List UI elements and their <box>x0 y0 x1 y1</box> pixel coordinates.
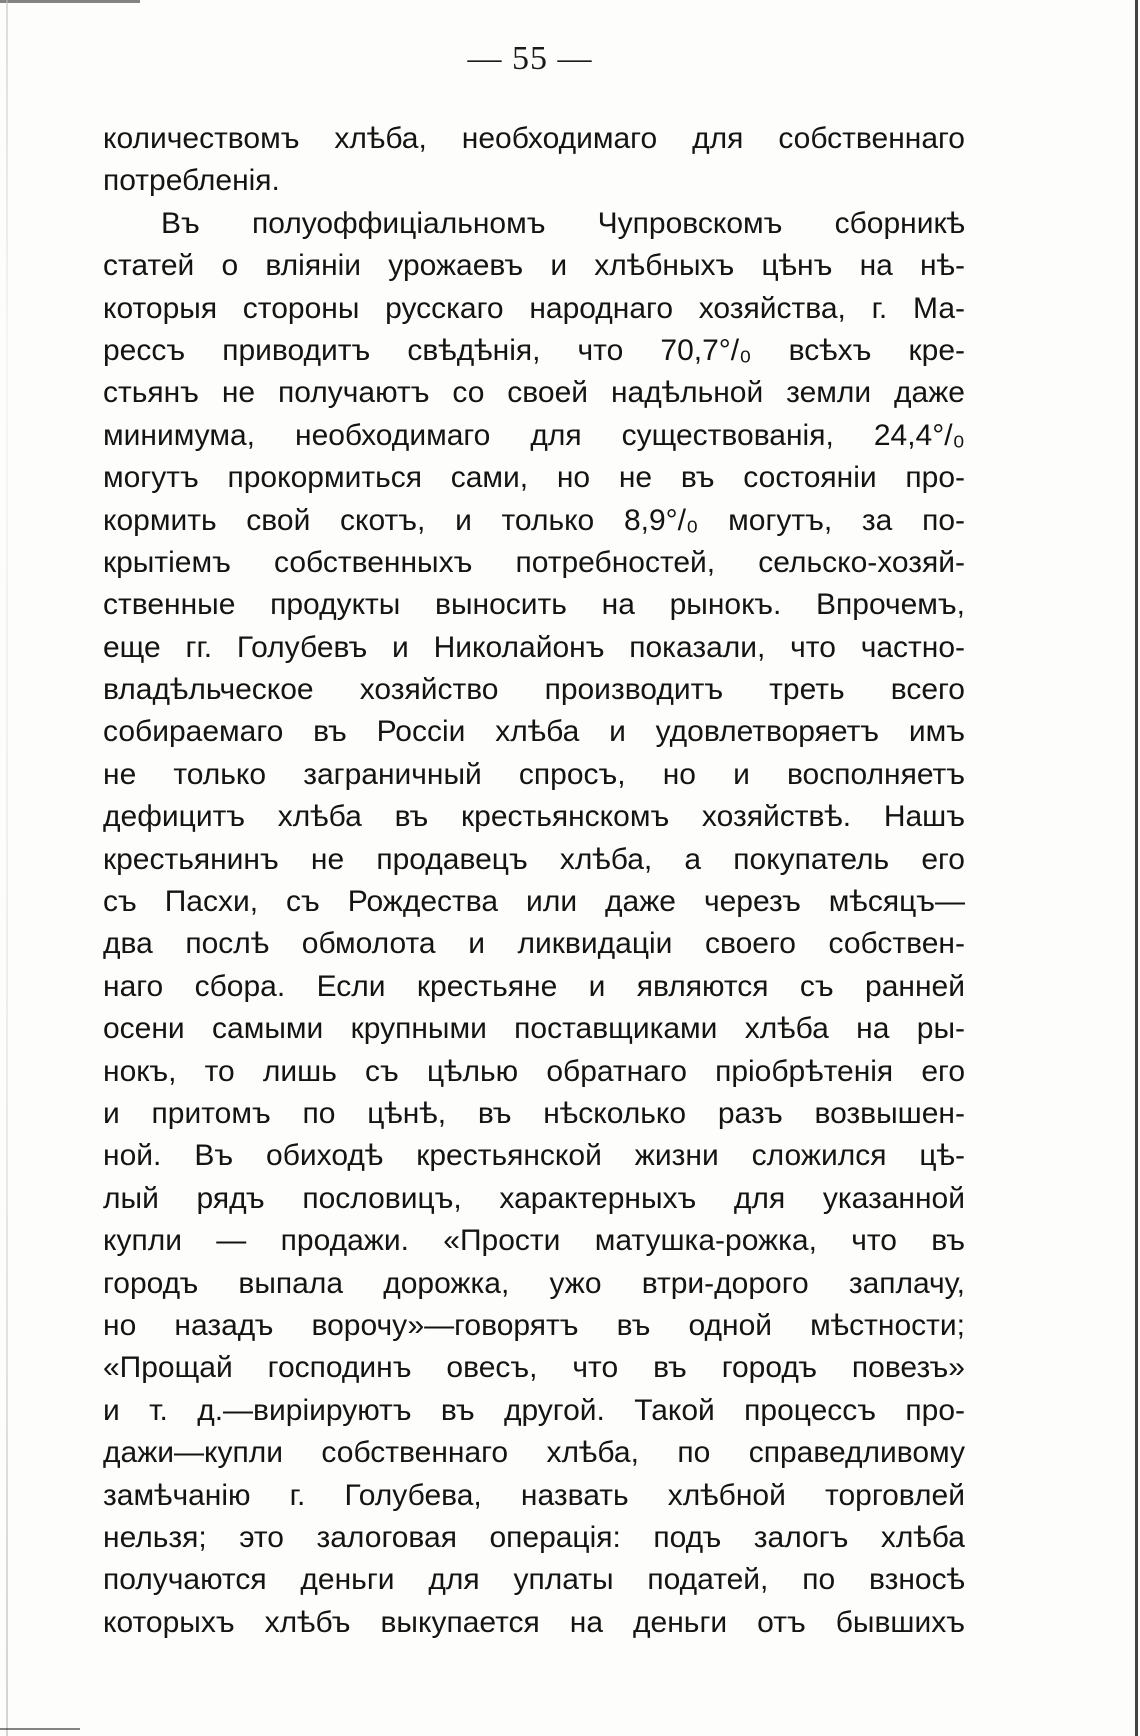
text-line: два послѣ обмолота и ликвидаціи своего собствен- <box>103 927 965 961</box>
text-line: Въ полуоффиціальномъ Чупровскомъ сборникѣ <box>161 206 965 240</box>
text-line: нокъ, то лишь съ цѣлью обратнаго пріобрѣтенія его <box>103 1054 965 1088</box>
text-line: крытіемъ собственныхъ потребностей, сельско-хозяй- <box>103 545 965 579</box>
text-line: осени самыми крупными поставщиками хлѣба на ры- <box>103 1012 965 1046</box>
text-line: дажи—купли собственнаго хлѣба, по справедливому <box>103 1436 965 1470</box>
text-line: могутъ прокормиться сами, но не въ состояніи про- <box>103 461 965 495</box>
text-line: кормить свой скотъ, и только 8,9°/₀ могутъ, за по- <box>103 503 965 537</box>
text-line: наго сбора. Если крестьяне и являются съ ранней <box>103 969 965 1003</box>
text-line: стьянъ не получаютъ со своей надѣльной земли даже <box>103 376 965 410</box>
text-line: минимума, необходимаго для существованія, 24,4°/₀ <box>103 418 965 452</box>
text-line: дефицитъ хлѣба въ крестьянскомъ хозяйствѣ. Нашъ <box>103 800 965 834</box>
text-line: нельзя; это залоговая операція: подъ залогъ хлѣба <box>103 1520 965 1554</box>
text-line: крестьянинъ не продавецъ хлѣба, а покупатель его <box>103 842 965 876</box>
text-line: которыхъ хлѣбъ выкупается на деньги отъ бывшихъ <box>103 1605 965 1639</box>
text-line: ной. Въ обиходѣ крестьянской жизни сложился цѣ- <box>103 1139 965 1173</box>
scan-edge-right <box>1135 0 1138 1736</box>
text-line: купли — продажи. «Прости матушка-рожка, что въ <box>103 1224 965 1258</box>
scan-edge-top <box>0 0 140 3</box>
text-line: лый рядъ пословицъ, характерныхъ для указанной <box>103 1181 965 1215</box>
text-line: рессъ приводитъ свѣдѣнія, что 70,7°/₀ всѣхъ кре- <box>103 333 965 367</box>
text-line: и т. д.—виріируютъ въ другой. Такой процессъ про- <box>103 1393 965 1427</box>
text-line: съ Пасхи, съ Рождества или даже черезъ мѣсяцъ— <box>103 885 965 919</box>
text-line: и притомъ по цѣнѣ, въ нѣсколько разъ возвышен- <box>103 1096 965 1130</box>
text-line: количествомъ хлѣба, необходимаго для собственнаго <box>103 122 965 155</box>
text-line: потребленія. <box>103 164 280 198</box>
text-line: еще гг. Голубевъ и Николайонъ показали, что частно- <box>103 630 965 664</box>
text-line: но назадъ ворочу»—говорятъ въ одной мѣстности; <box>103 1308 965 1342</box>
scan-edge-left <box>6 0 8 1736</box>
text-line: замѣчанію г. Голубева, назвать хлѣбной торговлей <box>103 1478 965 1512</box>
text-line: «Прощай господинъ овесъ, что въ городъ повезъ» <box>103 1351 965 1385</box>
text-line: ственные продукты выносить на рынокъ. Впрочемъ, <box>103 588 965 622</box>
scan-edge-bottom <box>0 1728 80 1730</box>
text-line: собираемаго въ Россіи хлѣба и удовлетворяетъ имъ <box>103 715 965 749</box>
text-line: статей о вліяніи урожаевъ и хлѣбныхъ цѣнъ на нѣ- <box>103 249 965 283</box>
text-line: городъ выпала дорожка, ужо втри-дорого заплачу, <box>103 1266 965 1300</box>
text-line: которыя стороны русскаго народнаго хозяйства, г. Ма- <box>103 291 965 325</box>
body-text <box>103 118 965 1644</box>
page-number: — 55 — <box>467 40 593 77</box>
text-line: не только заграничный спросъ, но и восполняетъ <box>103 757 965 791</box>
text-line: владѣльческое хозяйство производитъ треть всего <box>103 673 965 707</box>
text-line: получаются деньги для уплаты податей, по взносѣ <box>103 1563 965 1597</box>
